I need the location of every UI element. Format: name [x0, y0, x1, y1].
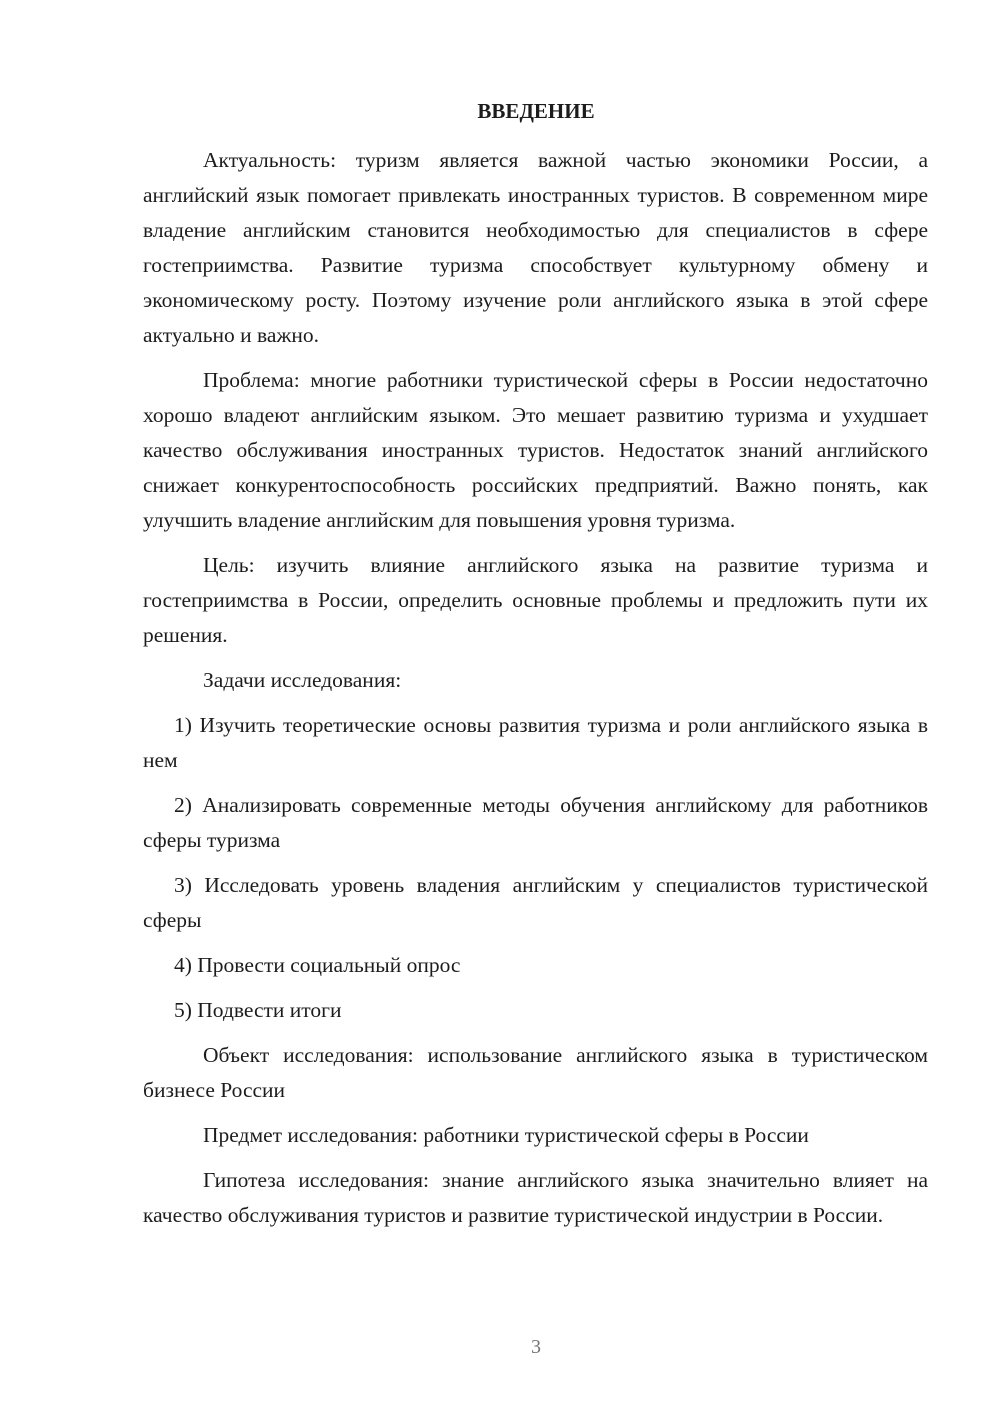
- object-paragraph: Объект исследования: использование английского языка в туристическом бизнесе России: [143, 1043, 928, 1102]
- problem-paragraph: Проблема: многие работники туристической сферы в России недостаточно хорошо владеют английским языком. Это мешает развитию туризма и ухудшает качество обслуживания иностранных туристов. Недостаток знаний английского снижает конкурентоспособность российских предприятий. Важно понять, как улучшить владение английским для повышения уровня туризма.: [143, 368, 928, 532]
- task-item: 1) Изучить теоретические основы развития туризма и роли английского языка в нем: [143, 713, 928, 772]
- hypothesis-paragraph: Гипотеза исследования: знание английского языка значительно влияет на качество обслуживания туристов и развитие туристической индустрии в России.: [143, 1168, 928, 1227]
- document-body: [143, 143, 928, 1243]
- task-item: 5) Подвести итоги: [174, 998, 342, 1022]
- task-item: 4) Провести социальный опрос: [174, 953, 461, 977]
- relevance-paragraph: Актуальность: туризм является важной частью экономики России, а английский язык помогает привлекать иностранных туристов. В современном мире владение английским становится необходимостью для специалистов в сфере гостеприимства. Развитие туризма способствует культурному обмену и экономическому росту. Поэтому изучение роли английского языка в этой сфере актуально и важно.: [143, 148, 928, 347]
- goal-paragraph: Цель: изучить влияние английского языка на развитие туризма и гостеприимства в России, определить основные проблемы и предложить пути их решения.: [143, 553, 928, 647]
- task-item: 2) Анализировать современные методы обучения английскому для работников сферы туризма: [143, 793, 928, 852]
- subject-paragraph: Предмет исследования: работники туристической сферы в России: [203, 1123, 809, 1147]
- tasks-heading: Задачи исследования:: [203, 668, 402, 692]
- task-item: 3) Исследовать уровень владения английским у специалистов туристической сферы: [143, 873, 928, 932]
- page-title: ВВЕДЕНИЕ: [477, 99, 595, 123]
- page-number: 3: [531, 1336, 541, 1358]
